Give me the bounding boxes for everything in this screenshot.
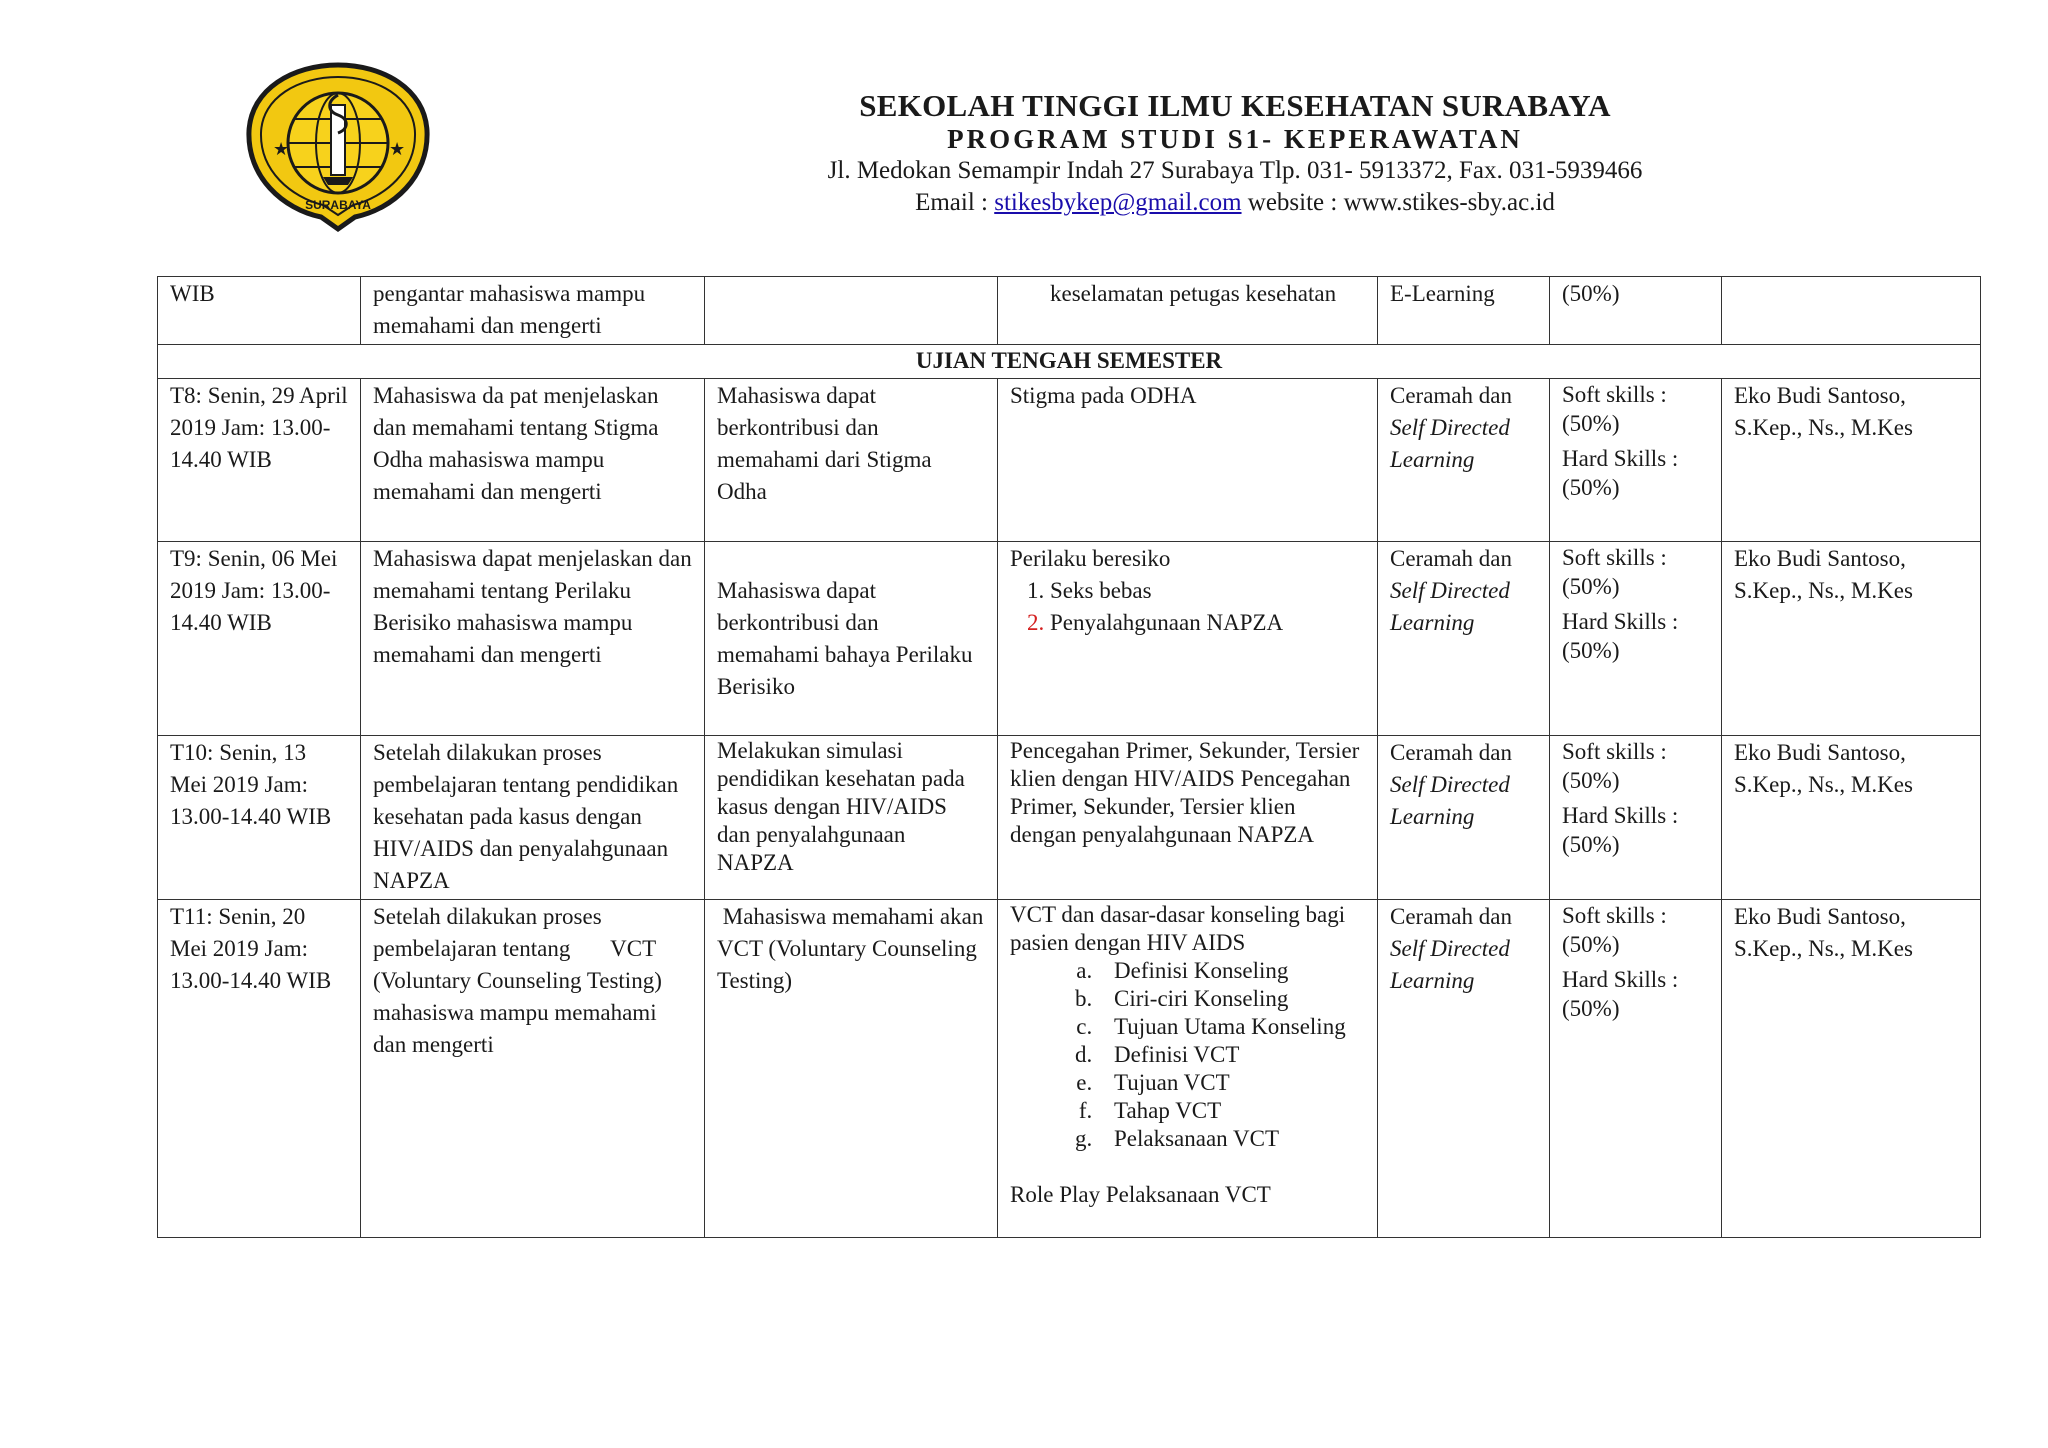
logo-caption: SURABAYA <box>305 198 371 212</box>
cell-indicator: Mahasiswa dapat berkontribusi dan memahami dari Stigma Odha <box>705 379 998 542</box>
cell-method: E-Learning <box>1378 277 1550 345</box>
contact-line <box>640 189 1830 217</box>
cell-material <box>998 542 1378 736</box>
list-item: g. Pelaksanaan VCT <box>1098 1125 1365 1153</box>
cell-method <box>1378 542 1550 736</box>
cell-time: T9: Senin, 06 Mei 2019 Jam: 13.00-14.40 WIB <box>158 542 361 736</box>
material-footer: Role Play Pelaksanaan VCT <box>1010 1182 1271 1207</box>
material-title: Perilaku beresiko <box>1010 546 1171 571</box>
cell-indicator: Mahasiswa memahami akan VCT (Voluntary Counseling Testing) <box>705 900 998 1238</box>
material-list <box>1010 957 1365 1153</box>
cell-assessment <box>1550 379 1722 542</box>
cell-lecturer: Eko Budi Santoso, S.Kep., Ns., M.Kes <box>1722 379 1981 542</box>
soft-skills: Soft skills : (50%) <box>1562 903 1667 957</box>
cell-indicator: Mahasiswa dapat berkontribusi dan memahami bahaya Perilaku Berisiko <box>705 542 998 736</box>
table-row-uts <box>158 345 1981 379</box>
cell-lecturer: Eko Budi Santoso, S.Kep., Ns., M.Kes <box>1722 900 1981 1238</box>
cell-time: T11: Senin, 20 Mei 2019 Jam: 13.00-14.40 WIB <box>158 900 361 1238</box>
cell-material <box>998 900 1378 1238</box>
list-item: c. Tujuan Utama Konseling <box>1098 1013 1365 1041</box>
method-sdl: Self Directed Learning <box>1390 415 1510 472</box>
soft-skills: Soft skills : (50%) <box>1562 545 1667 599</box>
table-row <box>158 736 1981 900</box>
hard-skills: Hard Skills : (50%) <box>1562 446 1679 500</box>
program-name: PROGRAM STUDI S1- KEPERAWATAN <box>947 124 1523 154</box>
cell-material: Pencegahan Primer, Sekunder, Tersier klien dengan HIV/AIDS Pencegahan Primer, Sekunder, Tersier klien dengan penyalahgunaan NAPZA <box>998 736 1378 900</box>
hard-skills: Hard Skills : (50%) <box>1562 609 1679 663</box>
cell-objective: Setelah dilakukan proses pembelajaran tentang VCT (Voluntary Counseling Testing) mahasiswa mampu memahami dan mengerti <box>361 900 705 1238</box>
soft-skills: Soft skills : (50%) <box>1562 382 1667 436</box>
cell-objective: Mahasiswa dapat menjelaskan dan memahami tentang Perilaku Berisiko mahasiswa mampu memahami dan mengerti <box>361 542 705 736</box>
cell-assessment <box>1550 900 1722 1238</box>
method-lecture: Ceramah dan <box>1390 383 1512 408</box>
list-item: e. Tujuan VCT <box>1098 1069 1365 1097</box>
list-item: f. Tahap VCT <box>1098 1097 1365 1125</box>
method-lecture: Ceramah dan <box>1390 904 1512 929</box>
cell-assessment: (50%) <box>1550 277 1722 345</box>
cell-indicator <box>705 277 998 345</box>
soft-skills: Soft skills : (50%) <box>1562 739 1667 793</box>
schedule-table <box>157 276 1981 1238</box>
cell-objective: Setelah dilakukan proses pembelajaran tentang pendidikan kesehatan pada kasus dengan HIV/AIDS dan penyalahgunaan NAPZA <box>361 736 705 900</box>
cell-objective: Mahasiswa da pat menjelaskan dan memahami tentang Stigma Odha mahasiswa mampu memahami dan mengerti <box>361 379 705 542</box>
cell-method <box>1378 736 1550 900</box>
uts-heading: UJIAN TENGAH SEMESTER <box>158 345 1981 379</box>
material-title: VCT dan dasar-dasar konseling bagi pasien dengan HIV AIDS <box>1010 902 1346 955</box>
list-item: 1. Seks bebas <box>1050 575 1365 607</box>
hard-skills: Hard Skills : (50%) <box>1562 967 1679 1021</box>
cell-assessment <box>1550 542 1722 736</box>
cell-method <box>1378 900 1550 1238</box>
table-row <box>158 277 1981 345</box>
cell-lecturer: Eko Budi Santoso, S.Kep., Ns., M.Kes <box>1722 736 1981 900</box>
method-sdl: Self Directed Learning <box>1390 936 1510 993</box>
method-lecture: Ceramah dan <box>1390 546 1512 571</box>
list-item: 2. Penyalahgunaan NAPZA <box>1050 607 1365 639</box>
hard-skills: Hard Skills : (50%) <box>1562 803 1679 857</box>
cell-material: keselamatan petugas kesehatan <box>998 277 1378 345</box>
method-sdl: Self Directed Learning <box>1390 772 1510 829</box>
material-list <box>1010 575 1365 639</box>
table-row <box>158 542 1981 736</box>
website-text: website : www.stikes-sby.ac.id <box>1241 189 1555 216</box>
list-item: a. Definisi Konseling <box>1098 957 1365 985</box>
cell-objective: pengantar mahasiswa mampu memahami dan mengerti <box>361 277 705 345</box>
list-item: b. Ciri-ciri Konseling <box>1098 985 1365 1013</box>
method-lecture: Ceramah dan <box>1390 740 1512 765</box>
cell-material: Stigma pada ODHA <box>998 379 1378 542</box>
cell-assessment <box>1550 736 1722 900</box>
svg-text:★: ★ <box>389 139 406 159</box>
address: Jl. Medokan Semampir Indah 27 Surabaya Tlp. 031- 5913372, Fax. 031-5939466 <box>827 157 1643 184</box>
list-item: d. Definisi VCT <box>1098 1041 1365 1069</box>
cell-lecturer: Eko Budi Santoso, S.Kep., Ns., M.Kes <box>1722 542 1981 736</box>
email-label: Email : <box>915 189 995 216</box>
cell-method <box>1378 379 1550 542</box>
cell-time: T10: Senin, 13 Mei 2019 Jam: 13.00-14.40 WIB <box>158 736 361 900</box>
svg-text:★: ★ <box>273 139 290 159</box>
cell-time: T8: Senin, 29 April 2019 Jam: 13.00-14.40 WIB <box>158 379 361 542</box>
cell-lecturer <box>1722 277 1981 345</box>
method-sdl: Self Directed Learning <box>1390 578 1510 635</box>
institution-name: SEKOLAH TINGGI ILMU KESEHATAN SURABAYA <box>859 88 1611 123</box>
table-row <box>158 379 1981 542</box>
cell-time: WIB <box>158 277 361 345</box>
table-row <box>158 900 1981 1238</box>
institution-logo <box>243 59 433 234</box>
cell-indicator: Melakukan simulasi pendidikan kesehatan pada kasus dengan HIV/AIDS dan penyalahgunaan NAPZA <box>705 736 998 900</box>
email-link[interactable]: stikesbykep@gmail.com <box>994 189 1242 216</box>
